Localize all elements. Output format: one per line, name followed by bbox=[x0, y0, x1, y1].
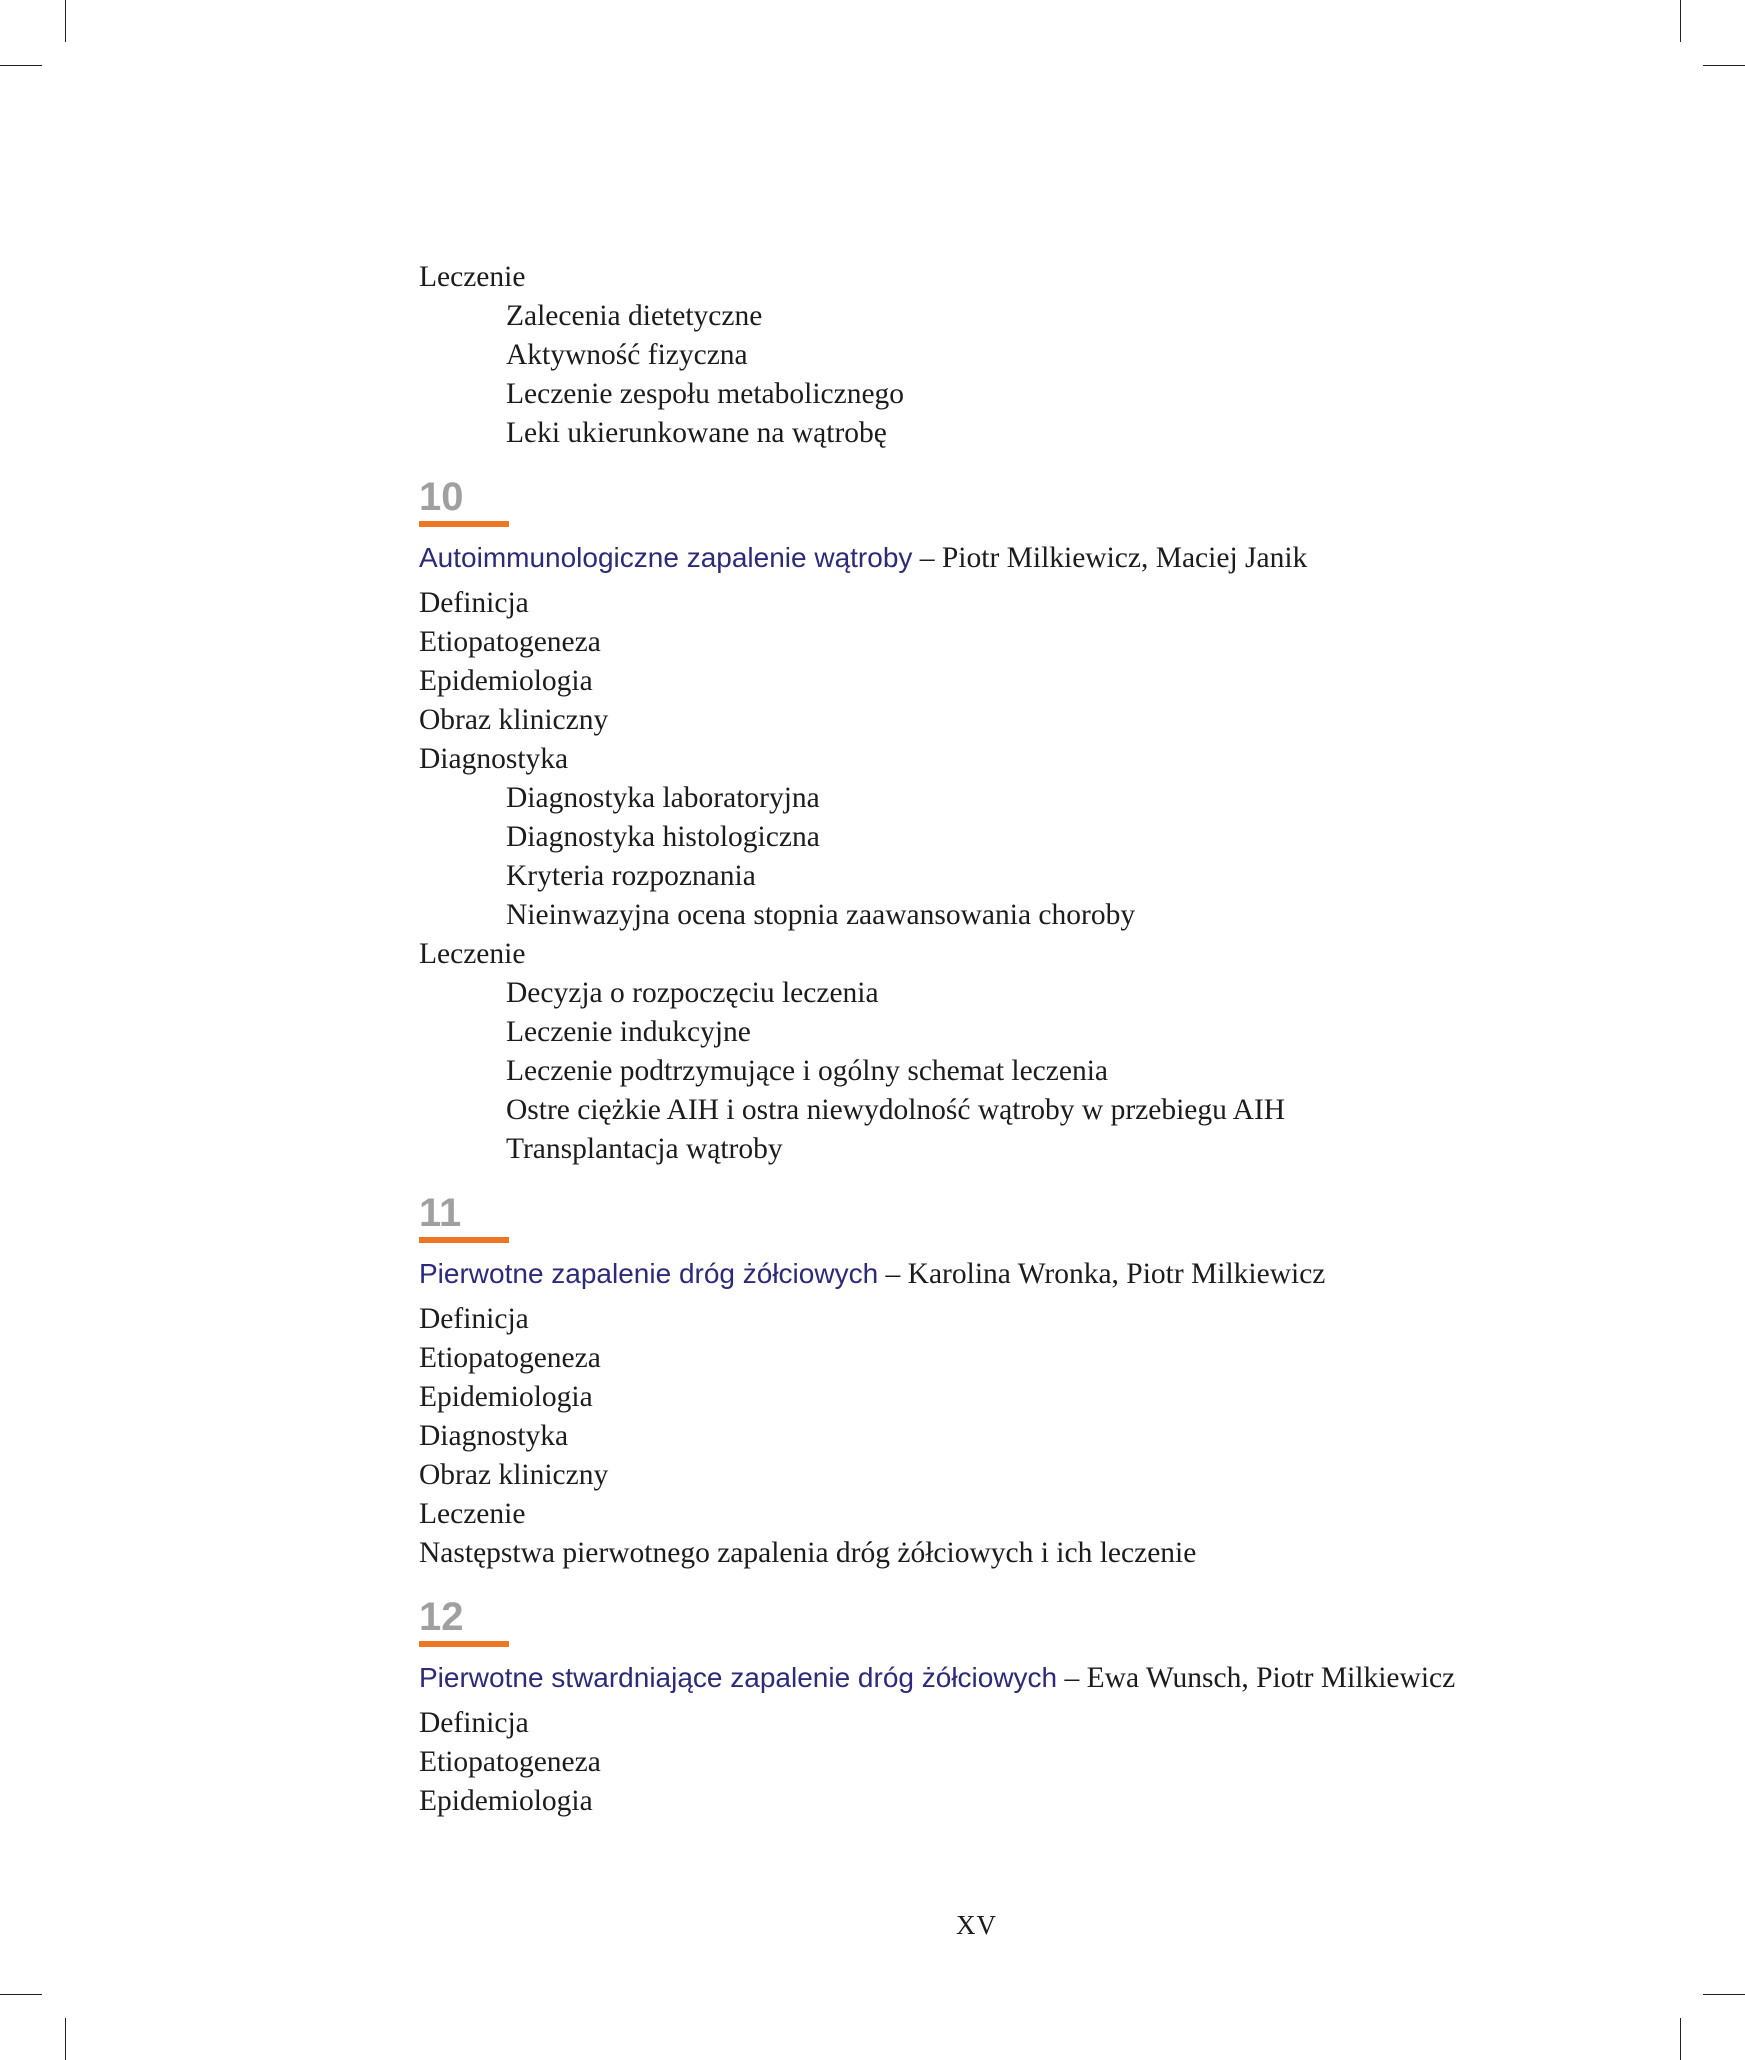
toc-subentry[interactable]: Leczenie zespołu metabolicznego bbox=[506, 378, 905, 410]
crop-mark bbox=[1680, 2018, 1681, 2060]
toc-subentry[interactable]: Nieinwazyjna ocena stopnia zaawansowania choroby bbox=[506, 899, 1136, 931]
chapter-title[interactable]: Pierwotne stwardniające zapalenie dróg żółciowych bbox=[419, 1662, 1058, 1693]
crop-mark bbox=[1680, 0, 1681, 42]
chapter-separator: – bbox=[912, 542, 942, 574]
chapter-heading[interactable] bbox=[419, 1254, 1579, 1294]
toc-entry[interactable]: Etiopatogeneza bbox=[419, 1746, 601, 1778]
toc-subentry[interactable]: Leki ukierunkowane na wątrobę bbox=[506, 417, 887, 449]
chapter-separator: – bbox=[878, 1258, 908, 1290]
chapter-title[interactable]: Autoimmunologiczne zapalenie wątroby bbox=[419, 542, 913, 573]
toc-subentry[interactable]: Aktywność fizyczna bbox=[506, 339, 748, 371]
toc-entry[interactable]: Leczenie bbox=[419, 938, 526, 970]
toc-subentry[interactable]: Leczenie podtrzymujące i ogólny schemat leczenia bbox=[506, 1055, 1108, 1087]
toc-entry-leczenie[interactable]: Leczenie bbox=[419, 261, 526, 293]
toc-subentry[interactable]: Zalecenia dietetyczne bbox=[506, 300, 763, 332]
toc-entry[interactable]: Epidemiologia bbox=[419, 665, 593, 697]
toc-subentry[interactable]: Transplantacja wątroby bbox=[506, 1133, 783, 1165]
chapter-authors: Piotr Milkiewicz, Maciej Janik bbox=[941, 542, 1308, 574]
chapter-number: 12 bbox=[419, 1595, 464, 1639]
toc-subentry[interactable]: Leczenie indukcyjne bbox=[506, 1016, 751, 1048]
chapter-accent-bar bbox=[419, 521, 509, 527]
chapter-heading[interactable] bbox=[419, 538, 1579, 578]
chapter-number: 10 bbox=[419, 475, 464, 519]
toc-subentry[interactable]: Diagnostyka histologiczna bbox=[506, 821, 820, 853]
toc-entry[interactable]: Definicja bbox=[419, 1707, 529, 1739]
toc-entry[interactable]: Etiopatogeneza bbox=[419, 626, 601, 658]
crop-mark bbox=[0, 65, 42, 66]
toc-entry[interactable]: Leczenie bbox=[419, 1498, 526, 1530]
toc-entry[interactable]: Epidemiologia bbox=[419, 1785, 593, 1817]
crop-mark bbox=[1703, 1994, 1745, 1995]
chapter-title[interactable]: Pierwotne zapalenie dróg żółciowych bbox=[419, 1258, 879, 1289]
page-number: XV bbox=[956, 1910, 997, 1940]
chapter-separator: – bbox=[1057, 1662, 1087, 1694]
toc-entry[interactable]: Diagnostyka bbox=[419, 743, 569, 775]
chapter-accent-bar bbox=[419, 1641, 509, 1647]
toc-entry[interactable]: Definicja bbox=[419, 587, 529, 619]
toc-subentry[interactable]: Diagnostyka laboratoryjna bbox=[506, 782, 820, 814]
chapter-authors: Ewa Wunsch, Piotr Milkiewicz bbox=[1086, 1662, 1456, 1694]
toc-entry[interactable]: Obraz kliniczny bbox=[419, 1459, 609, 1491]
crop-mark bbox=[1703, 65, 1745, 66]
chapter-heading[interactable] bbox=[419, 1658, 1579, 1698]
toc-subentry[interactable]: Decyzja o rozpoczęciu leczenia bbox=[506, 977, 879, 1009]
toc-entry[interactable]: Epidemiologia bbox=[419, 1381, 593, 1413]
chapter-authors: Karolina Wronka, Piotr Milkiewicz bbox=[907, 1258, 1326, 1290]
toc-entry[interactable]: Diagnostyka bbox=[419, 1420, 569, 1452]
chapter-accent-bar bbox=[419, 1237, 509, 1243]
toc-entry[interactable]: Etiopatogeneza bbox=[419, 1342, 601, 1374]
toc-subentry[interactable]: Kryteria rozpoznania bbox=[506, 860, 756, 892]
table-of-contents bbox=[419, 258, 1579, 1821]
toc-entry[interactable]: Następstwa pierwotnego zapalenia dróg żółciowych i ich leczenie bbox=[419, 1537, 1197, 1569]
toc-entry[interactable]: Obraz kliniczny bbox=[419, 704, 609, 736]
crop-mark bbox=[0, 1994, 42, 1995]
crop-mark bbox=[65, 2018, 66, 2060]
chapter-number: 11 bbox=[419, 1191, 462, 1235]
crop-mark bbox=[65, 0, 66, 42]
toc-subentry[interactable]: Ostre ciężkie AIH i ostra niewydolność wątroby w przebiegu AIH bbox=[506, 1094, 1286, 1126]
toc-entry[interactable]: Definicja bbox=[419, 1303, 529, 1335]
